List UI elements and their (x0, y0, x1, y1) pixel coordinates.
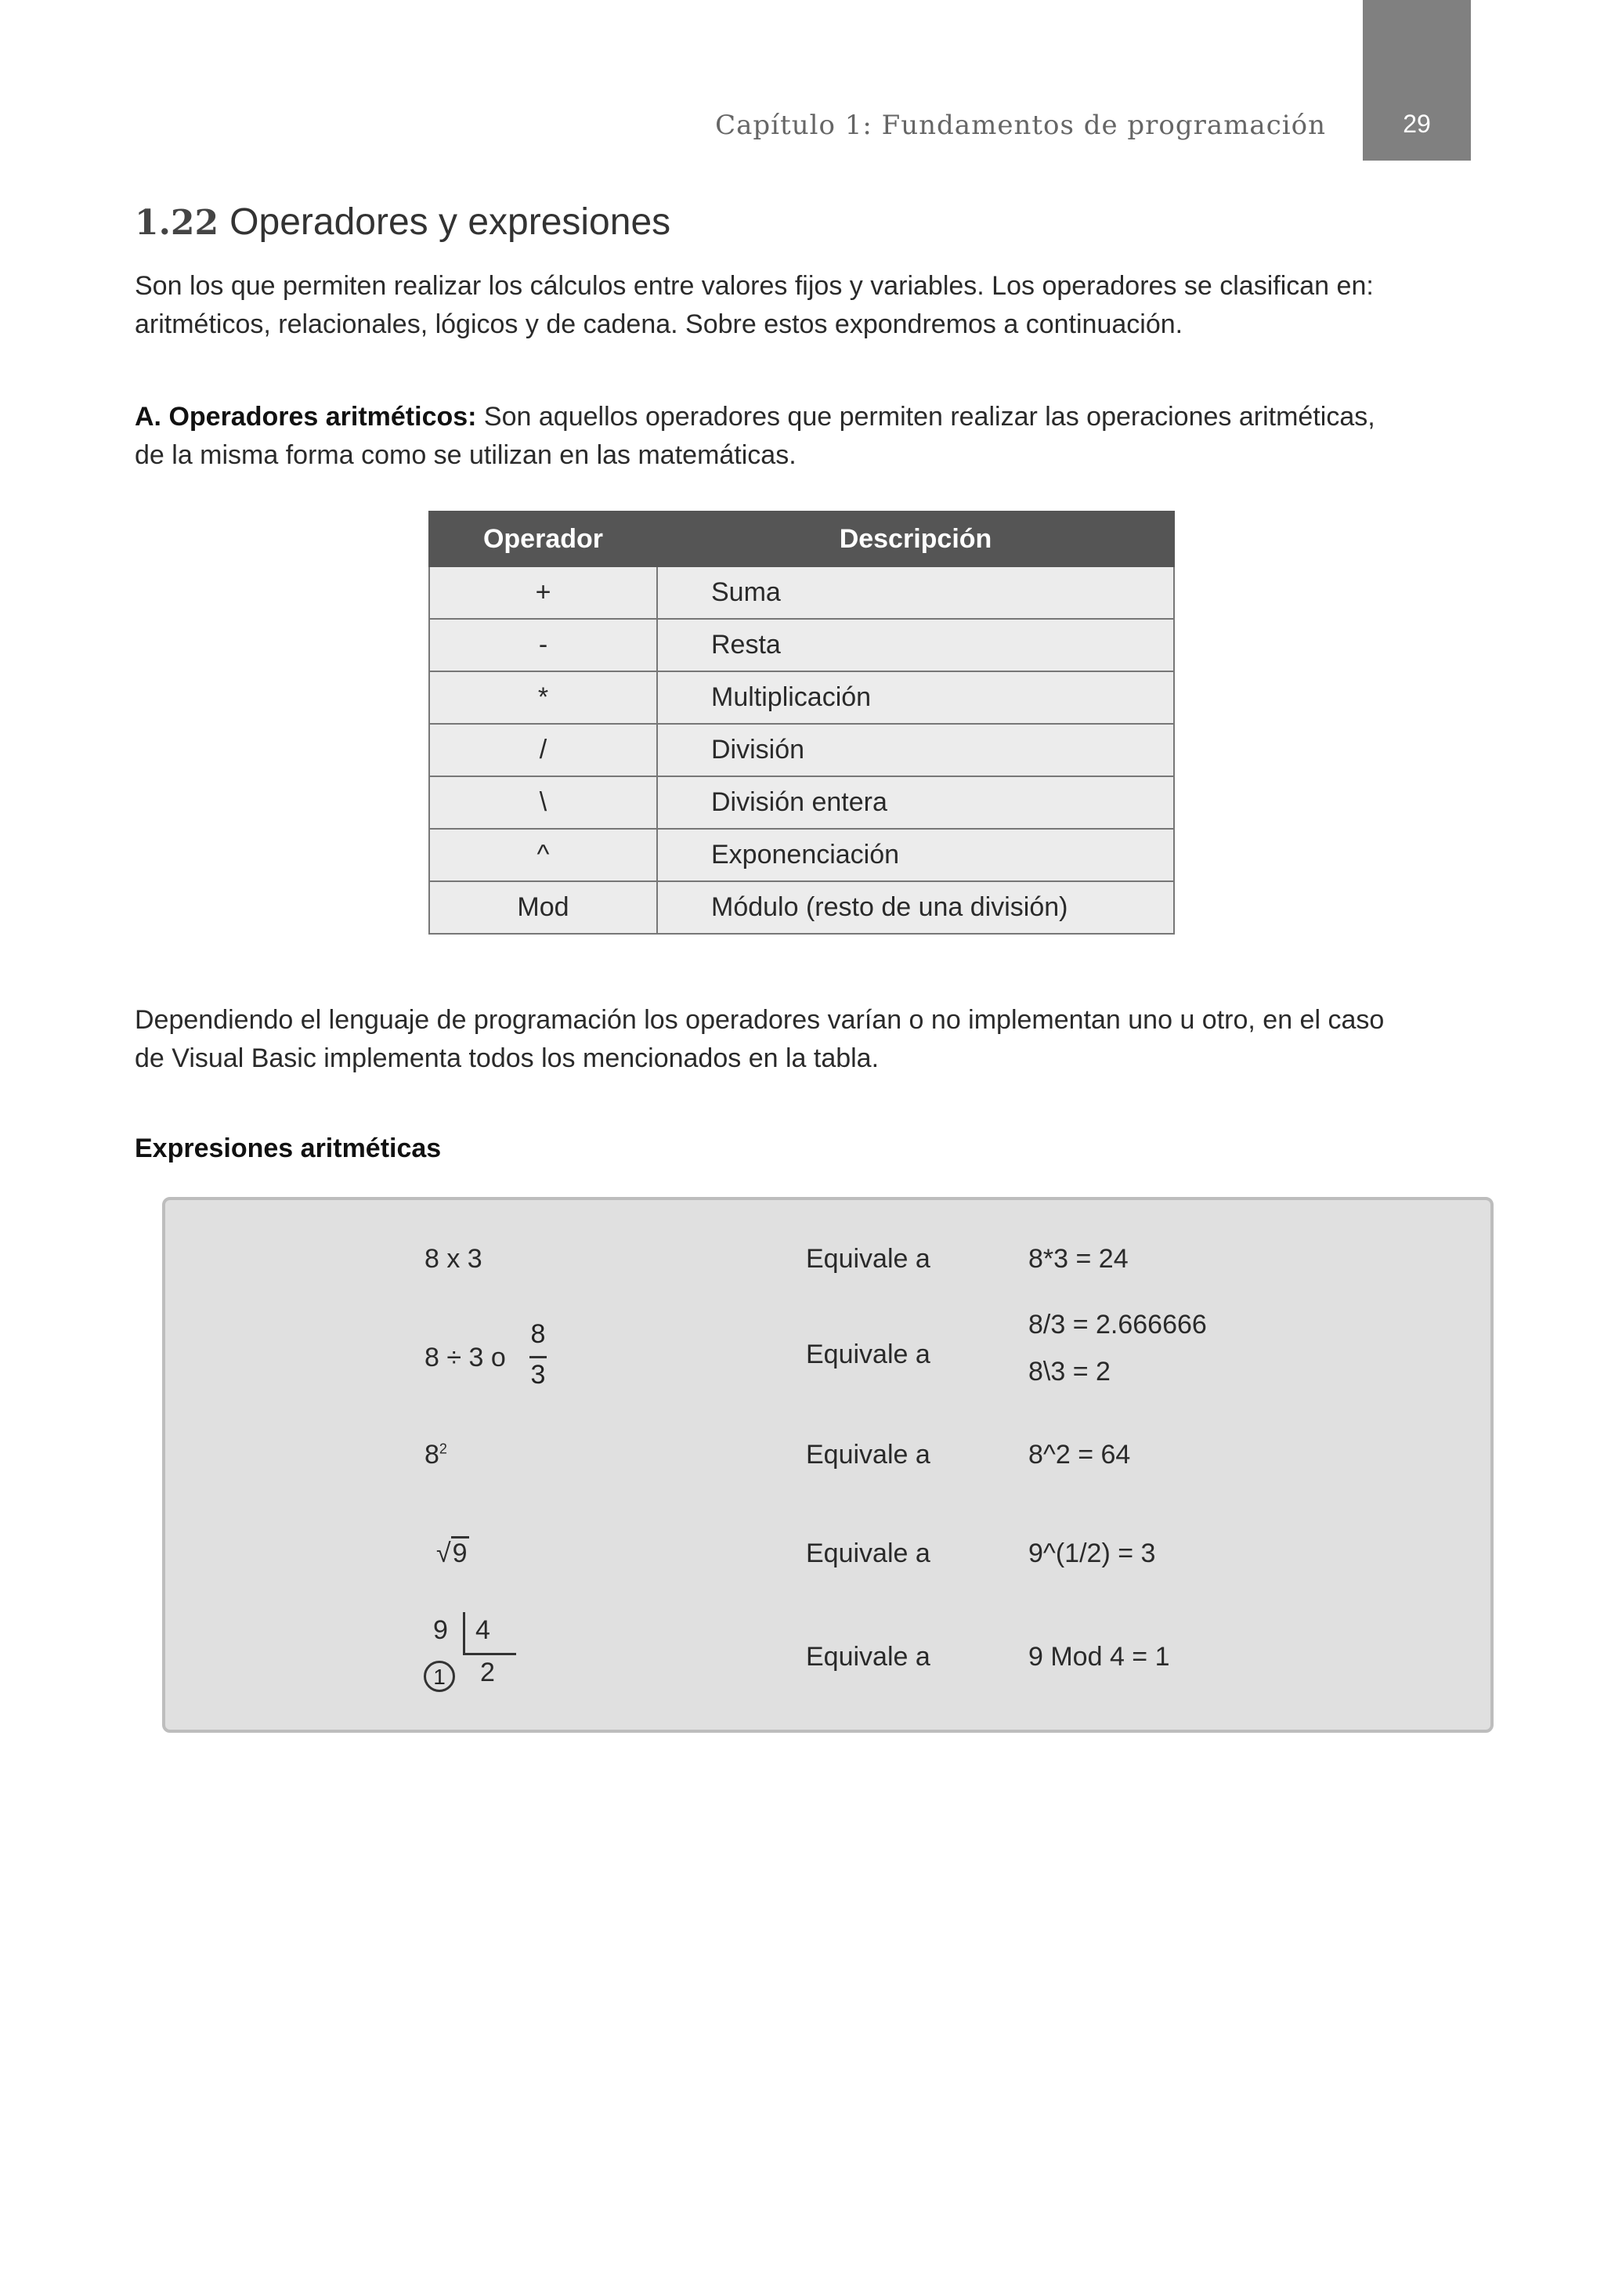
running-header: Capítulo 1: Fundamentos de programación (715, 110, 1326, 141)
arith-line-1 (135, 398, 1471, 436)
expr-3-result: 8^2 = 64 (1028, 1440, 1131, 1470)
expressions-box (162, 1197, 1494, 1733)
division-bracket-horizontal (463, 1653, 516, 1655)
table-row (429, 671, 1174, 724)
expr-3-equiv: Equivale a (806, 1440, 930, 1470)
fraction-bar (529, 1356, 547, 1358)
description-cell: División (657, 724, 1174, 776)
after-table-line-1: Dependiendo el lenguaje de programación los operadores varían o no implementan uno u otro, en el caso (135, 1005, 1385, 1035)
table-header-row (429, 512, 1174, 566)
table-row (429, 724, 1174, 776)
expr-2-result-2: 8\3 = 2 (1028, 1357, 1111, 1387)
expressions-heading: Expresiones aritméticas (135, 1134, 442, 1163)
arith-text-1: Son aquellos operadores que permiten realizar las operaciones aritméticas, (476, 402, 1375, 432)
description-cell: División entera (657, 776, 1174, 829)
description-cell: Exponenciación (657, 829, 1174, 881)
operator-cell: - (429, 619, 657, 671)
arith-line-2: de la misma forma como se utilizan en las matemáticas. (135, 440, 797, 470)
page-number: 29 (1403, 110, 1431, 138)
after-table-paragraph (135, 1001, 1471, 1078)
expr-1-math: 8 x 3 (424, 1244, 482, 1274)
division-dividend: 9 (433, 1615, 448, 1645)
operator-cell: ^ (429, 829, 657, 881)
expr-1-result: 8*3 = 24 (1028, 1244, 1129, 1274)
table-row (429, 829, 1174, 881)
expr-2-math: 8 ÷ 3 o (424, 1343, 506, 1372)
after-table-line-2: de Visual Basic implementa todos los mencionados en la tabla. (135, 1043, 880, 1073)
expr-5-result: 9 Mod 4 = 1 (1028, 1642, 1170, 1672)
expr-4-result: 9^(1/2) = 3 (1028, 1539, 1156, 1568)
table-row (429, 881, 1174, 934)
remainder-circle: 1 (424, 1661, 455, 1692)
intro-paragraph (135, 267, 1471, 344)
fraction-numerator: 8 (530, 1319, 546, 1349)
header-operador: Operador (429, 512, 657, 566)
intro-line-2: aritméticos, relacionales, lógicos y de cadena. Sobre estos expondremos a continuación. (135, 309, 1183, 339)
division-bracket-vertical (463, 1612, 465, 1654)
table-row (429, 566, 1174, 619)
expr-4-math (436, 1539, 469, 1569)
description-cell: Multiplicación (657, 671, 1174, 724)
division-divisor: 4 (475, 1615, 490, 1645)
description-cell: Suma (657, 566, 1174, 619)
expr-2-result-1: 8/3 = 2.666666 (1028, 1310, 1207, 1340)
sqrt-icon: √ (436, 1539, 451, 1568)
expr-1-equiv: Equivale a (806, 1244, 930, 1274)
division-quotient: 2 (480, 1658, 495, 1687)
operator-cell: * (429, 671, 657, 724)
section-title (135, 201, 670, 244)
operator-cell: Mod (429, 881, 657, 934)
description-cell: Resta (657, 619, 1174, 671)
power-exponent: 2 (439, 1441, 447, 1457)
section-title-text: Operadores y expresiones (229, 201, 671, 243)
arith-label: A. Operadores aritméticos: (135, 402, 477, 432)
operator-cell: \ (429, 776, 657, 829)
expr-5-equiv: Equivale a (806, 1642, 930, 1672)
power-base: 8 (424, 1440, 439, 1470)
expr-2-equiv: Equivale a (806, 1340, 930, 1369)
operators-table (428, 511, 1175, 935)
intro-line-1: Son los que permiten realizar los cálculos entre valores fijos y variables. Los operadores se clasifican en: (135, 271, 1374, 301)
description-cell: Módulo (resto de una división) (657, 881, 1174, 934)
arith-paragraph (135, 398, 1471, 475)
expr-4-equiv: Equivale a (806, 1539, 930, 1568)
fraction-denominator: 3 (530, 1360, 546, 1390)
table-row (429, 776, 1174, 829)
expr-3-math (424, 1440, 447, 1470)
radicand: 9 (451, 1536, 469, 1568)
table-row (429, 619, 1174, 671)
section-number: 1.22 (135, 203, 219, 243)
header-descripcion: Descripción (657, 512, 1174, 566)
operator-cell: + (429, 566, 657, 619)
operator-cell: / (429, 724, 657, 776)
